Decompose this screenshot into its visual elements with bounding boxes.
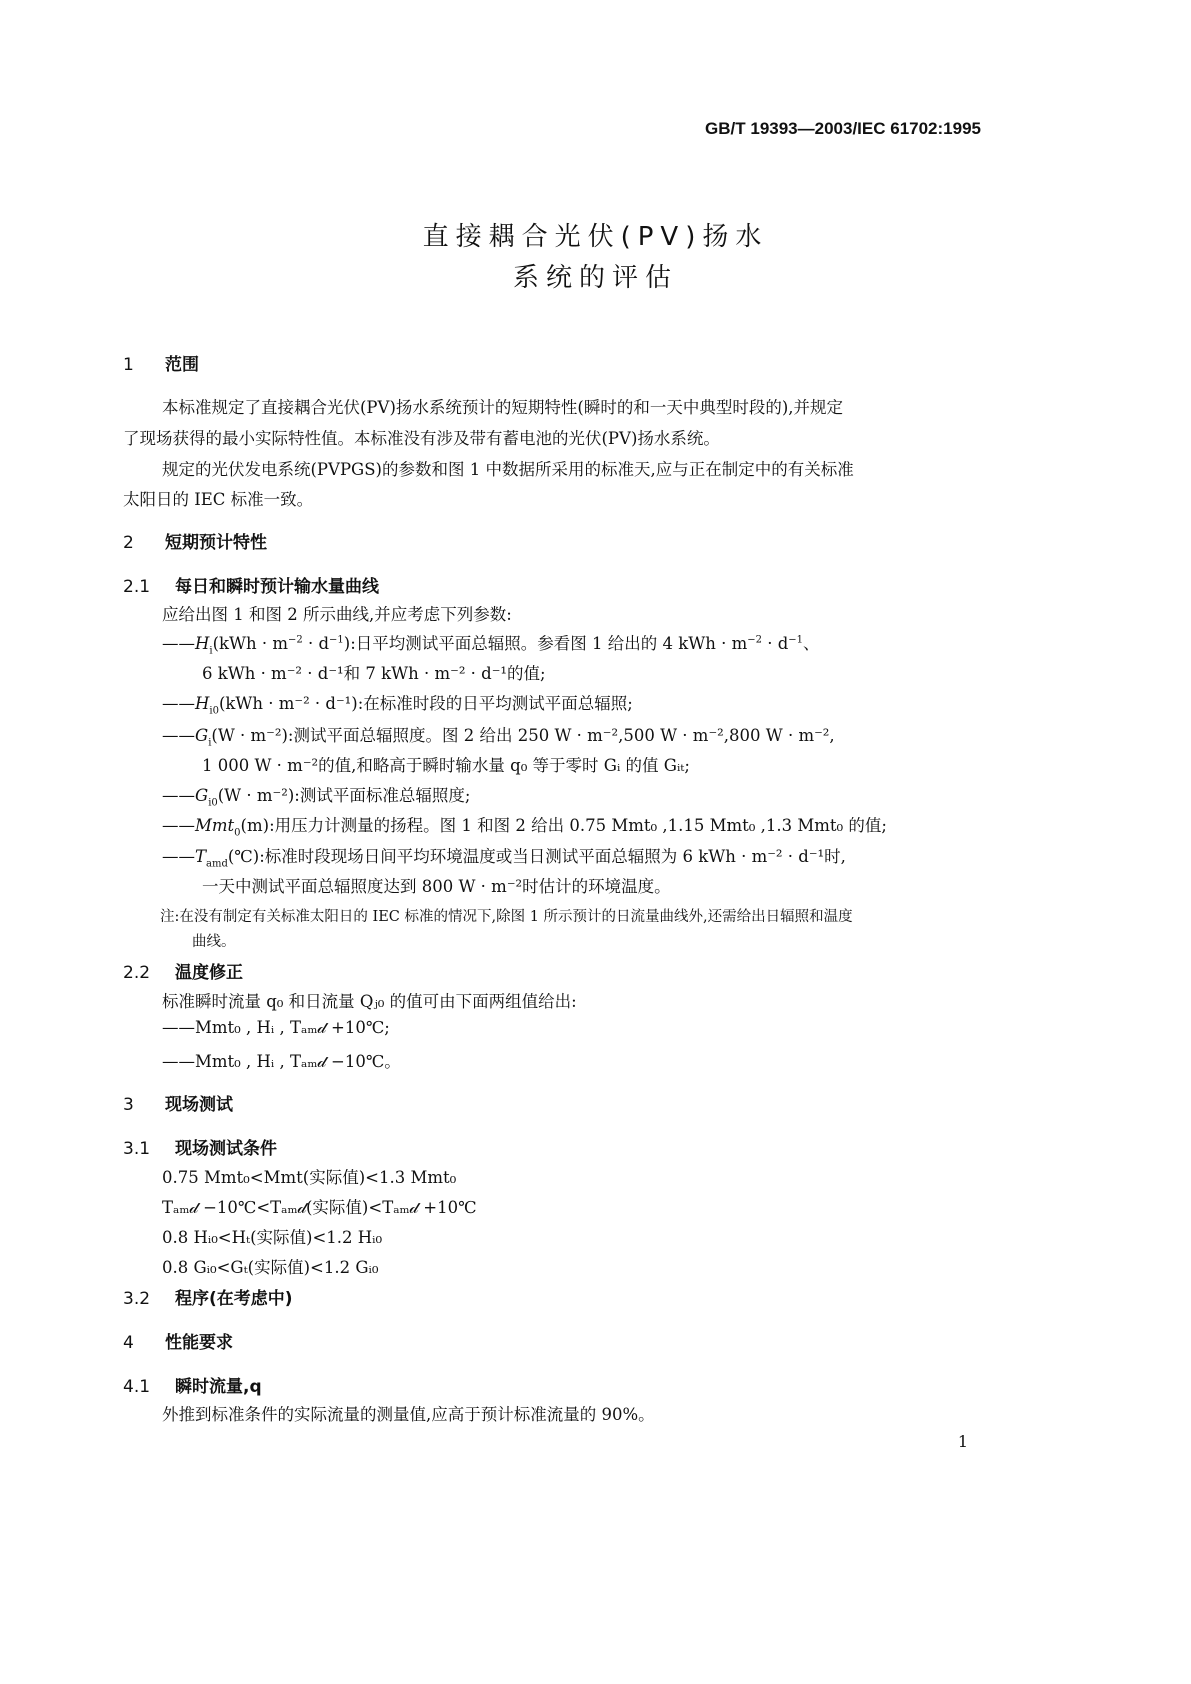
paragraph-line: 本标准规定了直接耦合光伏(PV)扬水系统预计的短期特性(瞬时的和一天中典型时段的),并规定 <box>162 398 844 417</box>
page-number: 1 <box>957 1432 968 1451</box>
document-title-line1: 直接耦合光伏(PV)扬水 <box>422 222 769 252</box>
section-3-1-heading <box>123 1134 277 1159</box>
section-2-heading <box>123 528 267 553</box>
section-title: 短期预计特性 <box>165 533 267 553</box>
paragraph-line: 规定的光伏发电系统(PVPGS)的参数和图 1 中数据所采用的标准天,应与正在制定中的有关标准 <box>162 460 854 479</box>
param-item-gi0: $——G_{i0}(W \cdot m^{-2})$:测试平面标准总辐照度; <box>162 786 471 809</box>
section-number: 2 <box>123 533 134 553</box>
note-line: 曲线。 <box>192 934 236 950</box>
section-title: 现场测试条件 <box>175 1139 277 1159</box>
section-4-heading <box>123 1328 233 1353</box>
list-item: ——Mmt₀ , Hᵢ , Tₐₘ𝒹 −10℃。 <box>162 1052 401 1071</box>
standard-code: GB/T 19393—2003/IEC 61702:1995 <box>705 119 981 138</box>
note-line: 注:在没有制定有关标准太阳日的 IEC 标准的情况下,除图 1 所示预计的日流量曲线外,还需给出日辐照和温度 <box>160 909 853 925</box>
condition-line: 0.75 Mmt₀<Mmt(实际值)<1.3 Mmt₀ <box>162 1168 457 1187</box>
intro-text: 标准瞬时流量 q₀ 和日流量 Qⱼ₀ 的值可由下面两组值给出: <box>162 992 577 1011</box>
param-item-tamd: $——T_{amd}(℃)$:标准时段现场日间平均环境温度或当日测试平面总辐照为 6 kWh · m⁻² · d⁻¹时, <box>162 847 846 870</box>
param-item-tamd-cont: 一天中测试平面总辐照度达到 800 W · m⁻²时估计的环境温度。 <box>202 877 671 896</box>
condition-line: Tₐₘ𝒹 −10℃<Tₐₘ𝒹(实际值)<Tₐₘ𝒹 +10℃ <box>162 1198 477 1217</box>
section-number: 3.1 <box>123 1139 151 1159</box>
list-item: ——Mmt₀ , Hᵢ , Tₐₘ𝒹 +10℃; <box>162 1018 390 1037</box>
section-title: 温度修正 <box>175 963 243 983</box>
param-item-mmt0: ——Mmt$_0$(m):用压力计测量的扬程。图 1 和图 2 给出 0.75 Mmt₀ ,1.15 Mmt₀ ,1.3 Mmt₀ 的值; <box>162 816 887 839</box>
section-title: 每日和瞬时预计输水量曲线 <box>175 577 379 597</box>
section-number: 4 <box>123 1333 134 1353</box>
param-item-gi-cont: 1 000 W · m⁻²的值,和略高于瞬时输水量 q₀ 等于零时 Gᵢ 的值 Gᵢₜ; <box>202 756 690 775</box>
section-4-1-heading <box>123 1372 262 1397</box>
section-title: 程序(在考虑中) <box>175 1289 293 1309</box>
section-title: 性能要求 <box>165 1333 233 1353</box>
section-number: 2.2 <box>123 963 151 983</box>
intro-text: 应给出图 1 和图 2 所示曲线,并应考虑下列参数: <box>162 605 512 624</box>
section-number: 1 <box>123 355 134 375</box>
condition-line: 0.8 Gᵢ₀<Gₜ(实际值)<1.2 Gᵢ₀ <box>162 1258 379 1277</box>
section-number: 3 <box>123 1095 134 1115</box>
param-item-gi: $——G_i(W \cdot m^{-2})$:测试平面总辐照度。图 2 给出 250 W · m⁻²,500 W · m⁻²,800 W · m⁻², <box>162 726 835 749</box>
paragraph-line: 太阳日的 IEC 标准一致。 <box>123 490 314 509</box>
section-title: 范围 <box>165 355 199 375</box>
body-text: 外推到标准条件的实际流量的测量值,应高于预计标准流量的 90%。 <box>162 1405 655 1424</box>
param-item-hi0: $——H_{i0}(kWh \cdot m^{-2} \cdot d^{-1})$:在标准时段的日平均测试平面总辐照; <box>162 694 633 717</box>
section-title: 现场测试 <box>165 1095 233 1115</box>
section-2-2-heading <box>123 958 243 983</box>
condition-line: 0.8 Hᵢ₀<Hₜ(实际值)<1.2 Hᵢ₀ <box>162 1228 383 1247</box>
paragraph-line: 了现场获得的最小实际特性值。本标准没有涉及带有蓄电池的光伏(PV)扬水系统。 <box>123 429 720 448</box>
section-title: 瞬时流量,q <box>175 1377 262 1397</box>
section-2-1-heading <box>123 572 379 597</box>
section-3-heading <box>123 1090 233 1115</box>
section-number: 2.1 <box>123 577 151 597</box>
section-number: 3.2 <box>123 1289 151 1309</box>
param-item-hi-cont: 6 kWh · m⁻² · d⁻¹和 7 kWh · m⁻² · d⁻¹的值; <box>202 664 546 683</box>
section-1-heading <box>123 350 199 375</box>
section-3-2-heading <box>123 1284 293 1309</box>
document-title-line2: 系统的评估 <box>512 263 678 293</box>
section-number: 4.1 <box>123 1377 151 1397</box>
param-item-hi: $——H_i(kWh \cdot m^{-2} \cdot d^{-1})$:日平均测试平面总辐照。参看图 1 给出的 4 kWh · $m^{-2} \cdot d^{-1}$、 <box>162 634 820 657</box>
